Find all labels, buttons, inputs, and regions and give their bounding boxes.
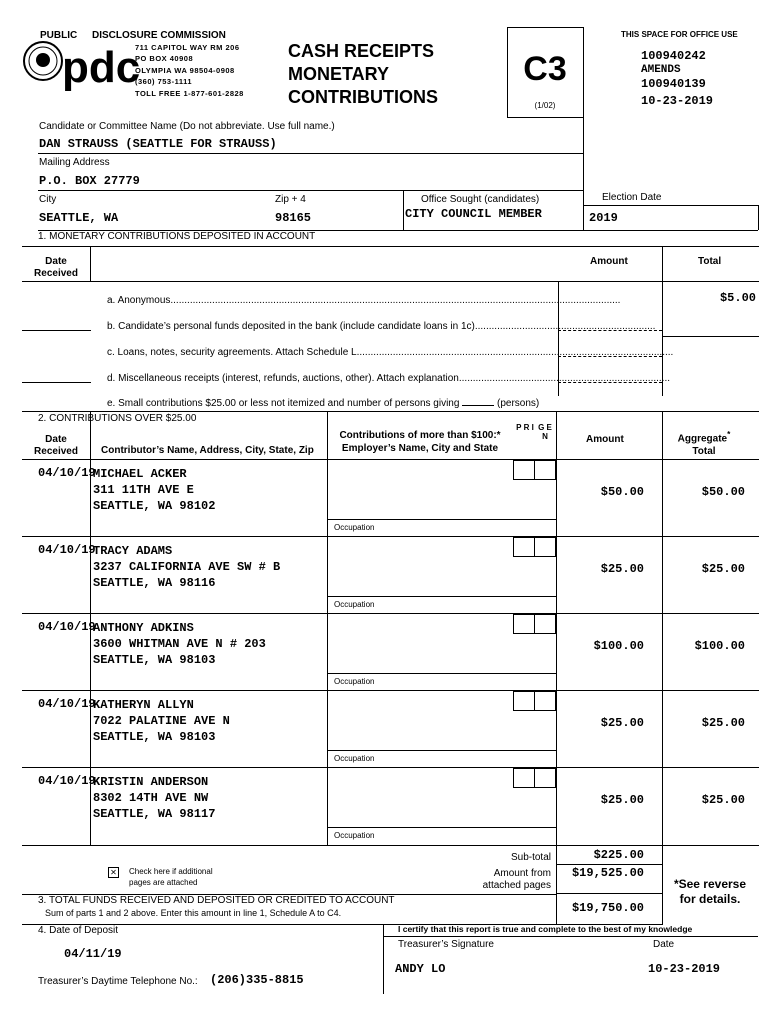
aggregate-header: Aggregate* Total: [677, 429, 731, 458]
employer-header: Contributions of more than $100:* Employer’s Name, City and State: [339, 430, 501, 454]
contribution-amount: $25.00: [600, 716, 644, 730]
general-checkbox[interactable]: [534, 768, 556, 788]
contributor-street: 7022 PALATINE AVE N: [93, 714, 230, 728]
occupation-label: Occupation: [334, 754, 375, 763]
primary-checkbox[interactable]: [513, 460, 535, 480]
general-checkbox[interactable]: [534, 460, 556, 480]
contributor-name: ANTHONY ADKINS: [93, 621, 194, 635]
candidate-name: DAN STRAUSS (SEATTLE FOR STRAUSS): [39, 137, 277, 151]
form-title: CASH RECEIPTS MONETARY CONTRIBUTIONS: [288, 41, 438, 107]
agency-name-left: PUBLIC: [40, 30, 78, 41]
office-use-stamp: 100940242 AMENDS 100940139 10-23-2019: [641, 49, 714, 108]
form-code: C3: [523, 50, 567, 88]
personal-funds-line: b. Candidate’s personal funds deposited in the bank (include candidate loans in 1c).................................................................: [107, 321, 656, 332]
general-checkbox[interactable]: [534, 691, 556, 711]
row-divider: [22, 767, 759, 768]
misc-receipts-line: d. Miscellaneous receipts (interest, refunds, auctions, other). Attach explanation............................................................................: [107, 373, 671, 384]
section1-total-header: Total: [698, 256, 722, 267]
contribution-date: 04/10/19: [38, 466, 96, 480]
sign-date-label: Date: [653, 939, 675, 950]
city: SEATTLE, WA: [39, 211, 119, 225]
additional-pages-checkbox[interactable]: ✕: [108, 867, 119, 878]
signature-label: Treasurer’s Signature: [398, 939, 494, 950]
section2-date-header: Date Received: [34, 434, 78, 457]
pdc-logo: [22, 40, 141, 92]
mailing-address-label: Mailing Address: [39, 157, 110, 168]
contribution-date: 04/10/19: [38, 620, 96, 634]
contributor-city: SEATTLE, WA 98117: [93, 807, 216, 821]
row-divider: [22, 613, 759, 614]
primary-checkbox[interactable]: [513, 537, 535, 557]
contributor-city: SEATTLE, WA 98102: [93, 499, 216, 513]
contribution-aggregate: $25.00: [701, 562, 745, 576]
logo-lettering: pdc: [62, 43, 141, 92]
phone-label: Treasurer’s Daytime Telephone No.:: [38, 976, 198, 987]
row-divider: [22, 690, 759, 691]
occupation-label: Occupation: [334, 677, 375, 686]
anonymous-line: a. Anonymous..................................................................................................................................................................: [107, 295, 621, 306]
occupation-label: Occupation: [334, 600, 375, 609]
treasurer-phone: (206)335-8815: [210, 973, 304, 987]
contribution-aggregate: $25.00: [701, 793, 745, 807]
contribution-amount: $50.00: [600, 485, 644, 499]
primary-checkbox[interactable]: [513, 768, 535, 788]
section3-subtitle: Sum of parts 1 and 2 above. Enter this amount in line 1, Schedule A to C4.: [45, 908, 342, 918]
occupation-line: [327, 827, 556, 828]
contributor-street: 3600 WHITMAN AVE N # 203: [93, 637, 266, 651]
zip-label: Zip + 4: [275, 194, 306, 205]
total-funds-value: $19,750.00: [571, 901, 644, 915]
occupation-line: [327, 673, 556, 674]
section1-amount-header: Amount: [590, 256, 628, 267]
zip: 98165: [275, 211, 312, 225]
general-checkbox[interactable]: [534, 614, 556, 634]
occupation-line: [327, 519, 556, 520]
sign-date: 10-23-2019: [648, 962, 721, 976]
see-reverse-note: *See reverse for details.: [673, 877, 747, 906]
contributor-name: KATHERYN ALLYN: [93, 698, 194, 712]
gen-header: G E N: [538, 423, 552, 441]
contributor-name: MICHAEL ACKER: [93, 467, 187, 481]
occupation-label: Occupation: [334, 523, 375, 532]
treasurer-signature: ANDY LO: [395, 962, 446, 976]
pri-header: P R I: [516, 423, 534, 432]
office-use-label: THIS SPACE FOR OFFICE USE: [621, 30, 738, 39]
occupation-line: [327, 596, 556, 597]
row-divider: [22, 536, 759, 537]
mailing-address: P.O. BOX 27779: [39, 174, 140, 188]
contributor-header: Contributor’s Name, Address, City, State, Zip: [101, 445, 314, 456]
attached-pages-value: $19,525.00: [571, 866, 644, 880]
section2-title: 2. CONTRIBUTIONS OVER $25.00: [38, 413, 197, 424]
agency-name-right: DISCLOSURE COMMISSION: [92, 30, 226, 41]
contribution-aggregate: $50.00: [701, 485, 745, 499]
general-checkbox[interactable]: [534, 537, 556, 557]
contribution-amount: $25.00: [600, 562, 644, 576]
primary-checkbox[interactable]: [513, 614, 535, 634]
section1-date-header: Date Received: [34, 256, 78, 279]
subtotal-value: $225.00: [593, 848, 644, 862]
election-date: 2019: [589, 211, 618, 225]
subtotal-label: Sub-total: [510, 852, 551, 863]
occupation-line: [327, 750, 556, 751]
contribution-date: 04/10/19: [38, 697, 96, 711]
contribution-date: 04/10/19: [38, 774, 96, 788]
section3-title: 3. TOTAL FUNDS RECEIVED AND DEPOSITED OR CREDITED TO ACCOUNT: [38, 895, 395, 906]
contributor-name: TRACY ADAMS: [93, 544, 173, 558]
contributor-city: SEATTLE, WA 98103: [93, 730, 216, 744]
contribution-amount: $100.00: [593, 639, 644, 653]
office-sought-label: Office Sought (candidates): [421, 194, 540, 205]
small-contributions-line: e. Small contributions $25.00 or less not itemized and number of persons giving (persons): [107, 398, 540, 409]
city-label: City: [39, 194, 57, 205]
contributor-street: 3237 CALIFORNIA AVE SW # B: [93, 560, 281, 574]
form-version: (1/02): [534, 101, 556, 110]
contributor-block: [93, 697, 230, 745]
contributor-block: [93, 620, 266, 668]
section2-amount-header: Amount: [586, 434, 624, 445]
section4-title: 4. Date of Deposit: [38, 925, 119, 936]
attached-pages-label: Amount from attached pages: [482, 868, 551, 891]
contributor-street: 8302 14TH AVE NW: [93, 791, 209, 805]
contribution-aggregate: $25.00: [701, 716, 745, 730]
additional-pages-label: Check here if additional pages are attached: [129, 867, 213, 887]
contributor-block: [93, 466, 215, 514]
contributor-city: SEATTLE, WA 98116: [93, 576, 216, 590]
contribution-date: 04/10/19: [38, 543, 96, 557]
certify-statement: I certify that this report is true and complete to the best of my knowledge: [398, 924, 693, 934]
contributor-block: [93, 543, 280, 591]
agency-address: 711 CAPITOL WAY RM 206 PO BOX 40908 OLYMPIA WA 98504-0908 (360) 753-1111 TOLL FREE 1-877-601-2828: [135, 43, 244, 98]
loans-line: c. Loans, notes, security agreements. Attach Schedule L..................................................................................................................: [107, 347, 674, 358]
anonymous-total: $5.00: [719, 291, 756, 305]
primary-checkbox[interactable]: [513, 691, 535, 711]
candidate-name-label: Candidate or Committee Name (Do not abbreviate. Use full name.): [39, 121, 335, 132]
contributor-name: KRISTIN ANDERSON: [93, 775, 209, 789]
contributor-street: 311 11TH AVE E: [93, 483, 194, 497]
occupation-label: Occupation: [334, 831, 375, 840]
section1-title: 1. MONETARY CONTRIBUTIONS DEPOSITED IN ACCOUNT: [38, 231, 316, 242]
contribution-aggregate: $100.00: [694, 639, 745, 653]
contributor-city: SEATTLE, WA 98103: [93, 653, 216, 667]
election-date-label: Election Date: [602, 192, 662, 203]
contribution-amount: $25.00: [600, 793, 644, 807]
deposit-date: 04/11/19: [64, 947, 122, 961]
office-sought: CITY COUNCIL MEMBER: [405, 207, 542, 221]
contributor-block: [93, 774, 215, 822]
